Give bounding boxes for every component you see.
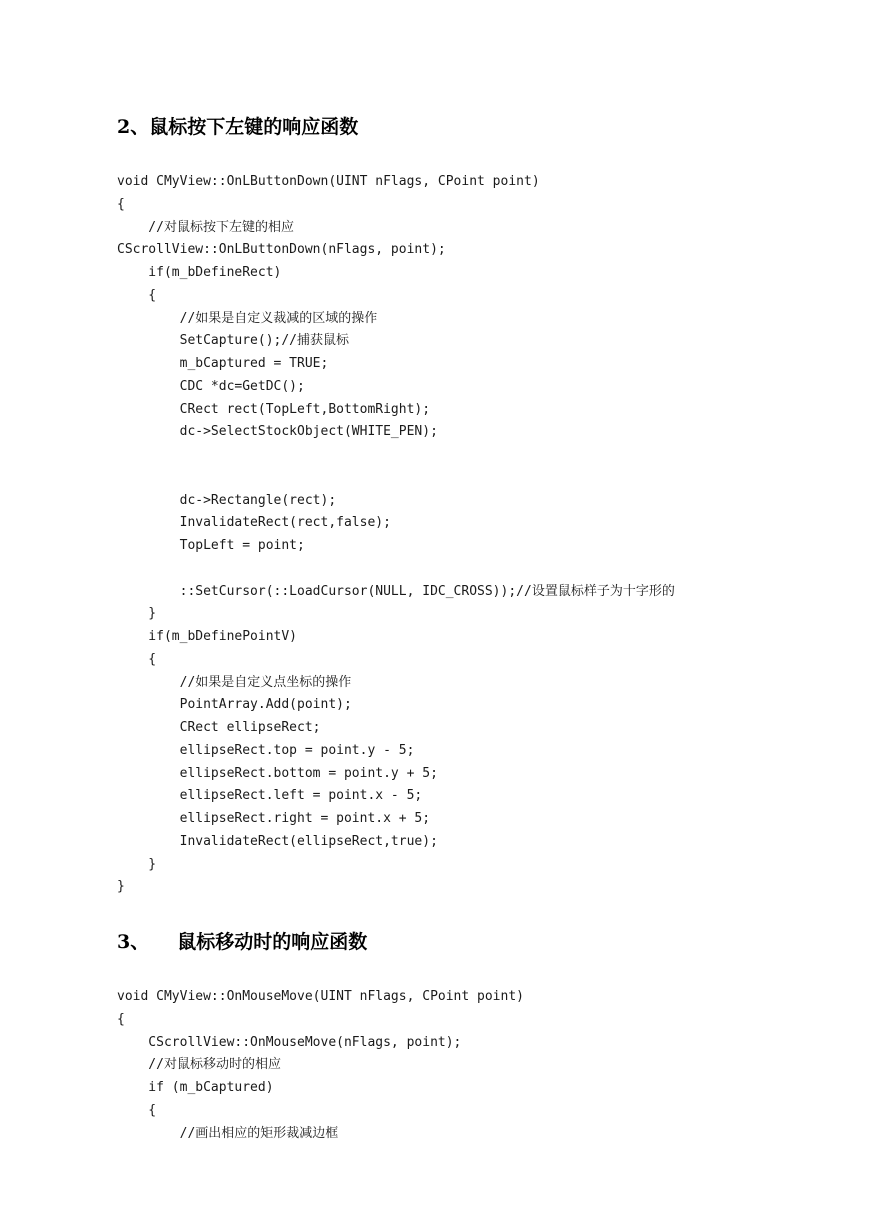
code-line: //如果是自定义点坐标的操作	[117, 674, 352, 690]
code-line: SetCapture();//捕获鼠标	[117, 333, 350, 349]
code-line: if(m_bDefineRect)	[117, 265, 282, 280]
code-line: dc->Rectangle(rect);	[117, 492, 337, 508]
code-line: ellipseRect.top = point.y - 5;	[117, 742, 415, 758]
code-line: TopLeft = point;	[117, 538, 305, 553]
code-line	[117, 467, 837, 490]
section-3-heading-text: 鼠标移动时的响应函数	[177, 931, 368, 953]
code-line: m_bCaptured = TRUE;	[117, 356, 329, 371]
section-3-code-block	[117, 986, 837, 1145]
code-line: }	[117, 879, 125, 895]
code-line: }	[117, 606, 157, 622]
code-line: CScrollView::OnLButtonDown(nFlags, point);	[117, 242, 446, 258]
code-line: //对鼠标移动时的相应	[117, 1057, 281, 1073]
code-line: {	[117, 1102, 157, 1118]
code-line: {	[117, 196, 125, 212]
code-line: }	[117, 856, 157, 872]
code-line: ellipseRect.left = point.x - 5;	[117, 788, 423, 804]
code-line: dc->SelectStockObject(WHITE_PEN);	[117, 424, 438, 440]
section-3-heading-number: 3、	[117, 931, 150, 953]
code-line: //对鼠标按下左键的相应	[117, 219, 294, 235]
code-line: ellipseRect.bottom = point.y + 5;	[117, 765, 438, 781]
code-line: CDC *dc=GetDC();	[117, 378, 305, 394]
section-2-code-block	[117, 171, 837, 899]
code-line: {	[117, 1011, 125, 1027]
code-line: if(m_bDefinePointV)	[117, 629, 298, 644]
section-2-heading: 2、鼠标按下左键的响应函数	[117, 116, 359, 138]
code-line: //如果是自定义裁减的区域的操作	[117, 310, 378, 326]
code-line: InvalidateRect(rect,false);	[117, 515, 391, 531]
code-line: CRect ellipseRect;	[117, 720, 321, 735]
code-line: //画出相应的矩形裁减边框	[117, 1125, 339, 1141]
section-3-heading	[117, 930, 367, 954]
code-line: CRect rect(TopLeft,BottomRight);	[117, 401, 431, 417]
code-line: CScrollView::OnMouseMove(nFlags, point);	[117, 1034, 462, 1050]
code-line: ::SetCursor(::LoadCursor(NULL, IDC_CROSS));//设置鼠标样子为十字形的	[117, 583, 675, 599]
code-line	[117, 558, 837, 581]
code-line: void CMyView::OnLButtonDown(UINT nFlags, CPoint point)	[117, 174, 540, 189]
code-line: if (m_bCaptured)	[117, 1080, 274, 1095]
code-line: void CMyView::OnMouseMove(UINT nFlags, CPoint point)	[117, 989, 524, 1004]
code-line: {	[117, 651, 157, 667]
code-line: PointArray.Add(point);	[117, 697, 352, 713]
code-line: {	[117, 287, 157, 303]
code-line: InvalidateRect(ellipseRect,true);	[117, 833, 438, 849]
code-line	[117, 444, 837, 467]
code-line: ellipseRect.right = point.x + 5;	[117, 811, 431, 826]
